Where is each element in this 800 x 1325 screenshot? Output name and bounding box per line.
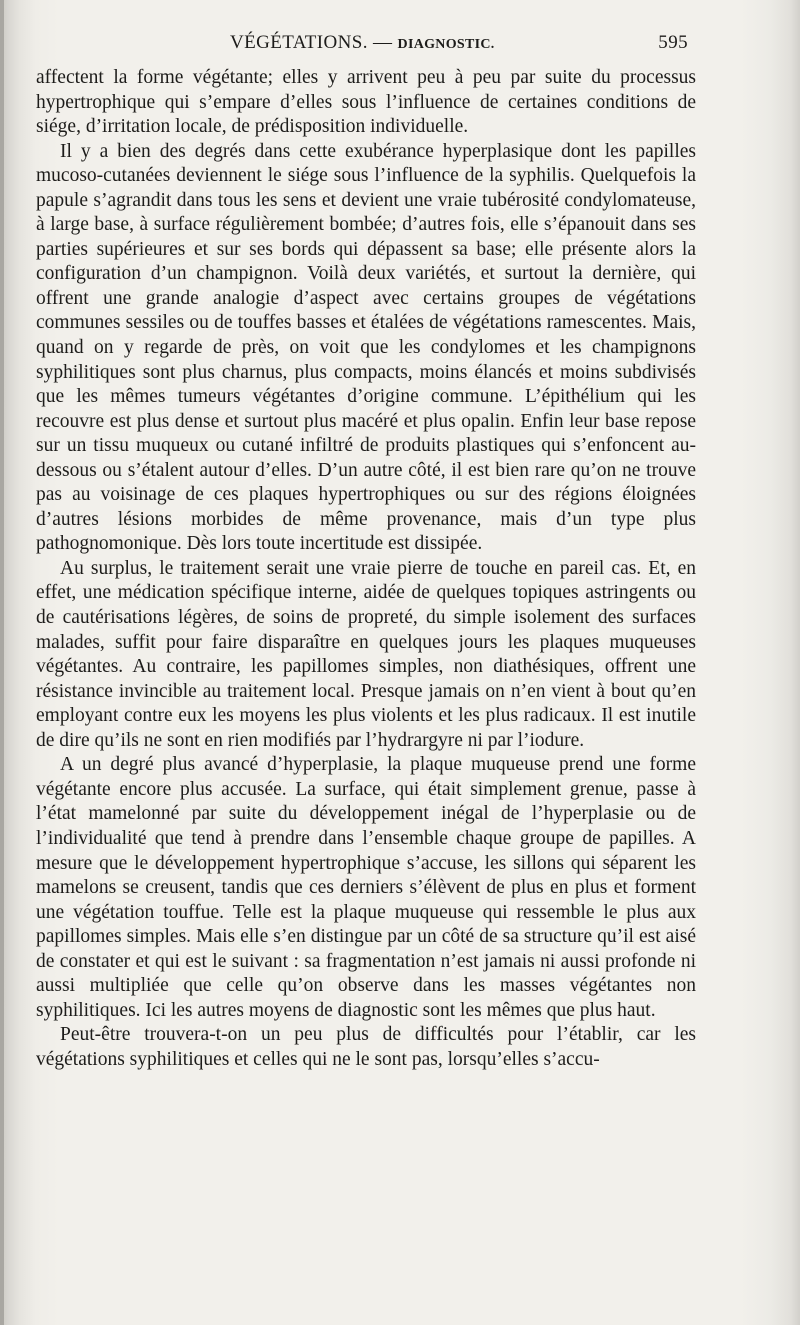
page-gutter	[0, 0, 4, 1325]
text-block	[36, 32, 696, 1072]
paragraph: Peut-être trouvera-t-on un peu plus de difficultés pour l’établir, car les végétations syphilitiques et celles qui ne le sont pas, lorsqu’elles s’accu-	[36, 1024, 696, 1070]
running-title-sub: DIAGNOSTIC.	[397, 37, 495, 52]
body-text	[36, 66, 696, 1072]
paragraph: Il y a bien des degrés dans cette exubérance hyperplasique dont les papilles mucoso-cutanées deviennent le siége sous l’influence de la syphilis. Quelquefois la papule s’agrandit dans tous les sens et devient une vraie tubérosité condylomateuse, à large base, à surface régulièrement bombée; d’autres fois, elle s’épanouit dans ses parties supérieures et sur ses bords qui dépassent sa base; elle présente alors la configuration d’un champignon. Voilà deux variétés, et surtout la dernière, qui offrent une grande analogie d’aspect avec certains groupes de végétations communes sessiles ou de touffes basses et étalées de végétations ramescentes. Mais, quand on y regarde de près, on voit que les condylomes et les champignons syphilitiques sont plus charnus, plus compacts, moins élancés et moins subdivisés que les mêmes tumeurs végétantes d’origine commune. L’épithélium qui les recouvre est plus dense et surtout plus macéré et plus opalin. Enfin leur base repose sur un tissu muqueux ou cutané infiltré de produits plastiques qui s’enfoncent au-dessous ou s’étalent autour d’elles. D’un autre côté, il est bien rare qu’on ne trouve pas au voisinage de ces plaques hypertrophiques ou sur des régions éloignées d’autres lésions morbides de même provenance, mais d’un type plus pathognomonique. Dès lors toute incertitude est dissipée.	[36, 140, 696, 555]
running-title-main: VÉGÉTATIONS. —	[230, 32, 398, 53]
paragraph-continued: affectent la forme végétante; elles y arrivent peu à peu par suite du processus hypertrophique qui s’empare d’elles sous l’influence de certaines conditions de siége, d’irritation locale, de prédisposition individuelle.	[36, 67, 696, 138]
paragraph: Au surplus, le traitement serait une vraie pierre de touche en pareil cas. Et, en effet, une médication spécifique interne, aidée de quelques topiques astringents ou de cautérisations légères, de soins de propreté, du simple isolement des surfaces malades, suffit pour faire disparaître en quelques jours les plaques muqueuses végétantes. Au contraire, les papillomes simples, non diathésiques, offrent une résistance invincible au traitement local. Presque jamais on n’en vient à bout qu’en employant contre eux les moyens les plus violents et les plus radicaux. Il est inutile de dire qu’ils ne sont en rien modifiés par l’hydrargyre ni par l’iodure.	[36, 557, 696, 751]
running-title	[230, 32, 495, 54]
page-number: 595	[658, 32, 688, 53]
running-header	[36, 32, 696, 60]
paragraph: A un degré plus avancé d’hyperplasie, la plaque muqueuse prend une forme végétante encore plus accusée. La surface, qui était simplement grenue, passe à l’état mamelonné par suite du développement inégal de l’hyperplasie ou de l’individualité que tend à prendre dans l’ensemble chaque groupe de papilles. A mesure que le développement hypertrophique s’accuse, les sillons qui séparent les mamelons se creusent, tandis que ces derniers s’élèvent de plus en plus et forment une végétation touffue. Telle est la plaque muqueuse qui ressemble le plus aux papillomes simples. Mais elle s’en distingue par un côté de sa structure qu’il est aisé de constater et qui est le suivant : sa fragmentation n’est jamais ni aussi profonde ni aussi multipliée que celle qu’on observe dans les masses végétantes non syphilitiques. Ici les autres moyens de diagnostic sont les mêmes que plus haut.	[36, 754, 696, 1021]
